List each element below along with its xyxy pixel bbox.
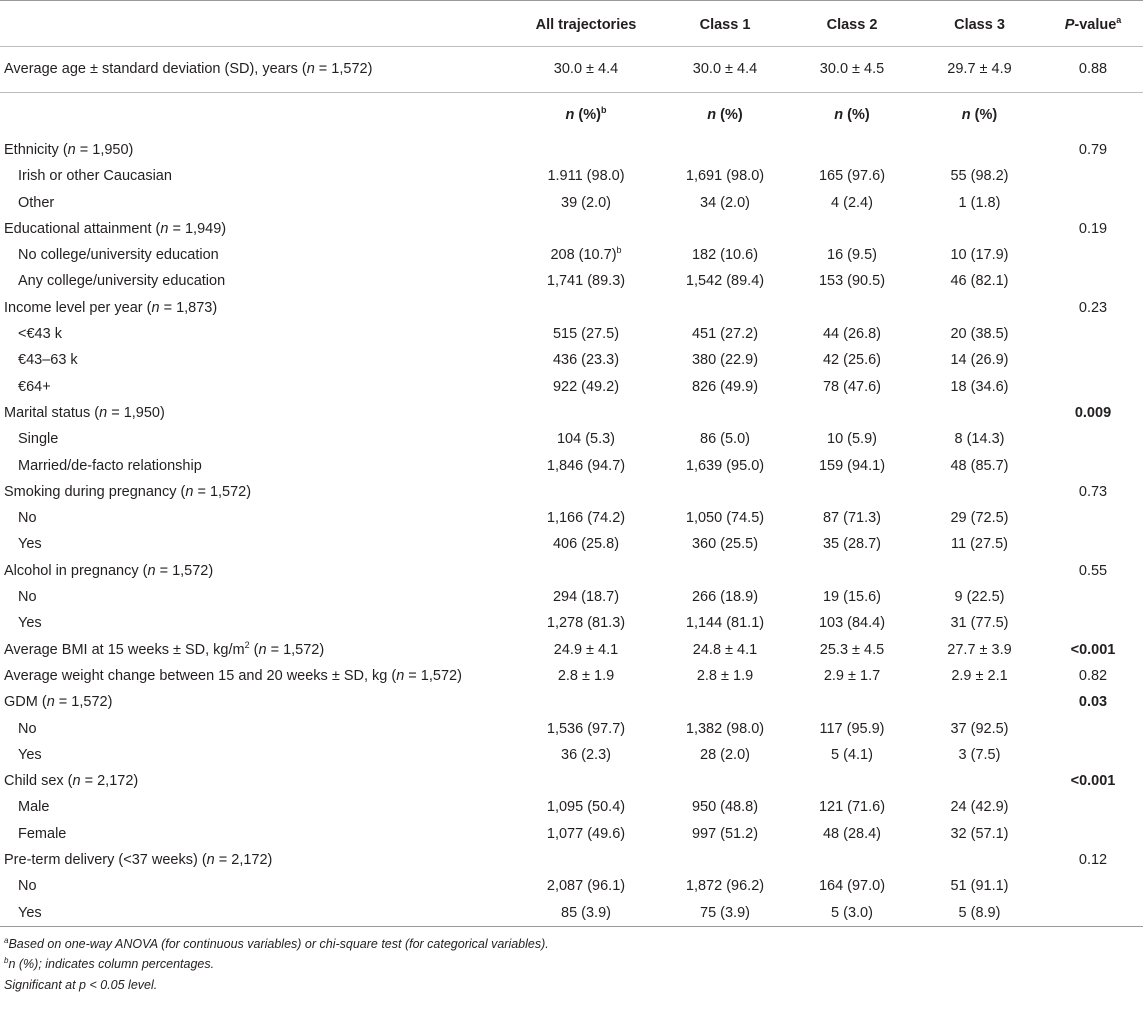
table-row: [0, 321, 1143, 347]
age-row: [0, 47, 1143, 93]
row-value-col-2: 451 (27.2): [691, 326, 759, 343]
row-value-col-3: 19 (15.6): [822, 589, 882, 606]
age-class-2: 30.0 ± 4.5: [788, 47, 916, 93]
row-label: Ethnicity (n = 1,950): [4, 142, 134, 158]
row-sublabel: Yes: [18, 615, 42, 632]
table-row: [0, 137, 1143, 163]
row-value-col-1: 39 (2.0): [561, 194, 611, 211]
row-p-value: [1043, 321, 1143, 347]
row-sublabel: No: [18, 589, 37, 606]
table-row: [0, 873, 1143, 899]
header-label-cell: [0, 4, 510, 47]
table-row: [0, 663, 1143, 689]
row-p-value: [1043, 242, 1143, 268]
row-label: Alcohol in pregnancy (n = 1,572): [4, 562, 214, 579]
table-row: [0, 374, 1143, 400]
row-p-value: [1043, 531, 1143, 557]
row-value-col-4: 48 (85.7): [950, 457, 1009, 474]
row-value-col-2: 1,639 (95.0): [685, 457, 765, 474]
row-p-value: [1043, 453, 1143, 479]
row-value-col-3: [788, 137, 916, 163]
row-value-col-1: [510, 558, 662, 584]
table-row: [0, 716, 1143, 742]
row-value-col-2: 997 (51.2): [691, 825, 759, 842]
row-value-col-4: [916, 689, 1043, 715]
row-p-value: [1043, 821, 1143, 847]
table-row: [0, 689, 1143, 715]
row-p-value: [1043, 716, 1143, 742]
row-p-value: <0.001: [1070, 773, 1116, 790]
row-p-value: <0.001: [1070, 641, 1116, 658]
table-row: [0, 295, 1143, 321]
subheader-row: [0, 93, 1143, 138]
row-value-col-2: 826 (49.9): [691, 378, 759, 395]
row-value-col-4: 11 (27.5): [951, 536, 1008, 553]
row-value-col-3: 4 (2.4): [831, 194, 873, 211]
row-value-col-3: 2.9 ± 1.7: [823, 667, 881, 684]
row-label: Marital status (n = 1,950): [4, 404, 165, 421]
table-row: [0, 453, 1143, 479]
table-row: [0, 847, 1143, 873]
row-value-col-2: [662, 216, 788, 242]
row-value-col-2: 360 (25.5): [691, 536, 759, 553]
row-sublabel: Yes: [18, 536, 42, 553]
row-value-col-2: [662, 558, 788, 584]
row-value-col-1: 436 (23.3): [552, 352, 620, 369]
subheader-all: n (%)$^b$: [565, 105, 607, 123]
row-value-col-3: [788, 768, 916, 794]
row-value-col-4: 55 (98.2): [950, 168, 1009, 185]
row-p-value: 0.23: [1078, 299, 1108, 316]
row-value-col-2: 86 (5.0): [700, 431, 750, 448]
row-value-col-1: 1,536 (97.7): [546, 720, 626, 737]
table-row: [0, 216, 1143, 242]
row-value-col-2: [662, 847, 788, 873]
row-p-value: 0.009: [1074, 404, 1112, 421]
row-value-col-3: 103 (84.4): [818, 615, 886, 632]
row-value-col-3: 78 (47.6): [822, 378, 882, 395]
row-sublabel: Married/de-facto relationship: [18, 457, 202, 474]
header-class-3: Class 3: [916, 4, 1043, 47]
table-row: [0, 190, 1143, 216]
row-value-col-4: [916, 479, 1043, 505]
table-row: [0, 584, 1143, 610]
row-value-col-2: 1,144 (81.1): [685, 615, 765, 632]
row-value-col-1: 515 (27.5): [552, 326, 620, 343]
row-value-col-3: [788, 479, 916, 505]
row-value-col-3: 117 (95.9): [819, 720, 885, 737]
table-row: [0, 742, 1143, 768]
row-value-col-2: [662, 400, 788, 426]
row-value-col-3: 35 (28.7): [822, 536, 882, 553]
header-row: [0, 4, 1143, 47]
row-value-col-1: [510, 216, 662, 242]
row-p-value: 0.19: [1078, 220, 1108, 237]
row-value-col-1: [510, 689, 662, 715]
row-label: Pre-term delivery (<37 weeks) (n = 2,172): [4, 852, 273, 869]
age-p-value: 0.88: [1043, 47, 1143, 93]
table-row: [0, 610, 1143, 636]
row-p-value: [1043, 584, 1143, 610]
row-label: Educational attainment (n = 1,949): [4, 220, 227, 237]
row-sublabel: Yes: [0, 900, 510, 927]
footnote: $^b$n (%); indicates column percentages.: [4, 956, 215, 972]
row-value-col-3: 121 (71.6): [818, 799, 886, 816]
table-row: [0, 426, 1143, 452]
row-value-col-4: 20 (38.5): [950, 326, 1009, 343]
row-value-col-2: 266 (18.9): [691, 589, 759, 606]
row-value-col-2: [662, 137, 788, 163]
header-class-1: Class 1: [662, 4, 788, 47]
row-value-col-3: 42 (25.6): [822, 352, 882, 369]
row-p-value: 0.12: [1078, 852, 1108, 869]
row-value-col-4: 46 (82.1): [950, 273, 1009, 290]
row-value-col-1: 24.9 ± 4.1: [553, 641, 619, 658]
row-value-col-3: 5 (3.0): [788, 900, 916, 927]
row-value-col-1: 1,095 (50.4): [546, 799, 626, 816]
row-value-col-1: [510, 479, 662, 505]
row-value-col-4: [916, 558, 1043, 584]
table-row: [0, 479, 1143, 505]
row-value-col-3: 153 (90.5): [818, 273, 886, 290]
table-row: [0, 505, 1143, 531]
row-value-col-2: 950 (48.8): [691, 799, 759, 816]
row-value-col-2: 24.8 ± 4.1: [692, 641, 758, 658]
row-value-col-2: 2.8 ± 1.9: [696, 667, 754, 684]
table-row: [0, 637, 1143, 663]
row-p-value: [1043, 347, 1143, 373]
row-value-col-3: 87 (71.3): [822, 510, 882, 527]
row-value-col-3: [788, 558, 916, 584]
row-value-col-3: 5 (4.1): [831, 746, 873, 763]
row-label: GDM (n = 1,572): [4, 694, 113, 711]
row-value-col-1: 2,087 (96.1): [546, 878, 626, 895]
row-value-col-4: [916, 847, 1043, 873]
row-sublabel: No: [18, 878, 37, 895]
row-value-col-1: 85 (3.9): [510, 900, 662, 927]
row-sublabel: Yes: [18, 746, 42, 763]
row-value-col-1: [510, 847, 662, 873]
row-sublabel: Male: [18, 799, 50, 816]
row-value-col-4: 1 (1.8): [958, 194, 1001, 211]
row-label: Income level per year (n = 1,873): [4, 299, 218, 316]
row-value-col-1: 1,741 (89.3): [546, 273, 626, 290]
table-row: [0, 400, 1143, 426]
row-value-col-4: 10 (17.9): [950, 247, 1009, 264]
row-value-col-1: 104 (5.3): [556, 431, 616, 448]
table-row: [0, 163, 1143, 189]
row-p-value: 0.55: [1078, 562, 1108, 579]
row-p-value: [1043, 426, 1143, 452]
row-sublabel: No college/university education: [18, 247, 219, 264]
row-value-col-1: 1,077 (49.6): [546, 825, 626, 842]
row-p-value: [1043, 610, 1143, 636]
row-value-col-3: 164 (97.0): [818, 878, 886, 895]
row-value-col-1: [510, 137, 662, 163]
row-sublabel: €43–63 k: [18, 352, 78, 369]
row-value-col-2: 1,050 (74.5): [685, 510, 765, 527]
table-row: [0, 531, 1143, 557]
row-value-col-2: 75 (3.9): [662, 900, 788, 927]
row-value-col-1: 1,278 (81.3): [546, 615, 626, 632]
row-p-value: [1043, 374, 1143, 400]
row-value-col-2: 34 (2.0): [700, 194, 750, 211]
row-value-col-1: 208 $(10.7)^b$: [550, 245, 622, 264]
footnote: $^a$Based on one-way ANOVA (for continuous variables) or chi-square test (for categorical variables).: [4, 935, 549, 951]
row-p-value: [1043, 873, 1143, 899]
row-value-col-1: 1,166 (74.2): [546, 510, 626, 527]
row-sublabel: No: [18, 720, 37, 737]
row-value-col-4: 24 (42.9): [950, 799, 1009, 816]
row-value-col-2: 1,382 (98.0): [685, 720, 765, 737]
row-value-col-4: [916, 216, 1043, 242]
row-value-col-1: [510, 768, 662, 794]
table-row: [0, 347, 1143, 373]
row-value-col-2: [662, 479, 788, 505]
row-value-col-4: [916, 768, 1043, 794]
row-value-col-1: 294 (18.7): [552, 589, 620, 606]
row-sublabel: Single: [18, 431, 59, 448]
row-sublabel: No: [18, 510, 37, 527]
row-value-col-4: [916, 137, 1043, 163]
row-sublabel: Female: [18, 825, 67, 842]
row-value-col-3: 44 (26.8): [822, 326, 882, 343]
row-value-col-2: [662, 768, 788, 794]
row-value-col-2: [662, 689, 788, 715]
row-label: Average weight change between 15 and 20 weeks ± SD, kg (n = 1,572): [4, 667, 462, 684]
table-row: [0, 794, 1143, 820]
row-value-col-4: 29 (72.5): [950, 510, 1009, 527]
row-p-value: [1043, 505, 1143, 531]
row-p-value: 0.73: [1078, 483, 1108, 500]
row-value-col-4: 5 (8.9): [916, 900, 1043, 927]
row-p-value: [1043, 794, 1143, 820]
row-value-col-4: [916, 295, 1043, 321]
table-row: [0, 768, 1143, 794]
footnotes: [0, 927, 1143, 996]
subheader-class-2: n (%): [834, 107, 870, 123]
footnote: Significant at p < 0.05 level.: [4, 977, 158, 992]
table-row: [0, 242, 1143, 268]
header-p-value: P-value$^a$: [1043, 4, 1143, 47]
row-value-col-4: 27.7 ± 3.9: [947, 641, 1012, 658]
age-class-1: 30.0 ± 4.4: [662, 47, 788, 93]
row-sublabel: Any college/university education: [18, 273, 226, 290]
row-value-col-3: 16 (9.5): [827, 247, 877, 264]
row-value-col-3: 25.3 ± 4.5: [819, 641, 885, 658]
row-value-col-2: 380 (22.9): [691, 352, 759, 369]
row-sublabel: <€43 k: [18, 326, 62, 343]
row-value-col-2: 182 (10.6): [691, 247, 759, 264]
row-value-col-4: 3 (7.5): [958, 746, 1001, 763]
subheader-class-1: n (%): [707, 107, 743, 123]
row-value-col-1: 2.8 ± 1.9: [557, 667, 615, 684]
header-all-trajectories: All trajectories: [510, 4, 662, 47]
row-value-col-4: 8 (14.3): [954, 431, 1005, 448]
row-value-col-3: 10 (5.9): [827, 431, 877, 448]
row-value-col-1: 922 (49.2): [552, 378, 620, 395]
age-all: 30.0 ± 4.4: [510, 47, 662, 93]
row-value-col-1: 406 (25.8): [552, 536, 620, 553]
row-label: Average BMI at 15 weeks ± SD, $kg/m^2$ (n = 1,572): [4, 639, 325, 658]
row-sublabel: Other: [18, 194, 55, 211]
table-row: [0, 900, 1143, 927]
row-p-value: [1043, 268, 1143, 294]
age-label: Average age ± standard deviation (SD), years (n = 1,572): [0, 47, 510, 93]
row-p-value: 0.79: [1078, 142, 1108, 158]
row-value-col-4: 32 (57.1): [950, 825, 1009, 842]
row-value-col-4: 37 (92.5): [950, 720, 1009, 737]
row-value-col-3: [788, 400, 916, 426]
header-class-2: Class 2: [788, 4, 916, 47]
row-value-col-1: 1,846 (94.7): [546, 457, 626, 474]
row-p-value: 0.82: [1078, 667, 1108, 684]
row-label: Smoking during pregnancy (n = 1,572): [4, 483, 252, 500]
row-value-col-4: 14 (26.9): [950, 352, 1009, 369]
row-value-col-1: 36 (2.3): [561, 746, 611, 763]
row-value-col-3: 165 (97.6): [818, 168, 886, 185]
table-row: [0, 821, 1143, 847]
row-value-col-3: 48 (28.4): [822, 825, 882, 842]
row-value-col-4: 2.9 ± 2.1: [951, 667, 1008, 684]
row-label: Child sex (n = 2,172): [4, 773, 139, 790]
row-value-col-2: 1,872 (96.2): [685, 878, 765, 895]
row-p-value: [1043, 163, 1143, 189]
row-sublabel: Irish or other Caucasian: [18, 168, 172, 185]
row-value-col-3: [788, 295, 916, 321]
table-row: [0, 268, 1143, 294]
subheader-class-3: n (%): [961, 107, 998, 123]
row-value-col-4: [916, 400, 1043, 426]
row-value-col-4: 9 (22.5): [954, 589, 1005, 606]
row-value-col-3: [788, 216, 916, 242]
row-value-col-1: 1.911 (98.0): [547, 168, 625, 185]
row-p-value: [1043, 190, 1143, 216]
row-value-col-4: 51 (91.1): [950, 878, 1009, 895]
row-sublabel: €64+: [18, 378, 51, 395]
row-value-col-2: 1,542 (89.4): [685, 273, 765, 290]
row-value-col-2: 1,691 (98.0): [685, 168, 765, 185]
row-value-col-3: 159 (94.1): [818, 457, 886, 474]
row-p-value: [1043, 900, 1143, 927]
row-p-value: [1043, 742, 1143, 768]
row-value-col-4: 18 (34.6): [950, 378, 1009, 395]
row-value-col-1: [510, 400, 662, 426]
row-value-col-2: 28 (2.0): [700, 746, 750, 763]
row-p-value: 0.03: [1078, 694, 1108, 711]
row-value-col-3: [788, 847, 916, 873]
row-value-col-2: [662, 295, 788, 321]
row-value-col-3: [788, 689, 916, 715]
row-value-col-1: [510, 295, 662, 321]
table-row: [0, 558, 1143, 584]
row-value-col-4: 31 (77.5): [950, 615, 1009, 632]
age-class-3: 29.7 ± 4.9: [916, 47, 1043, 93]
